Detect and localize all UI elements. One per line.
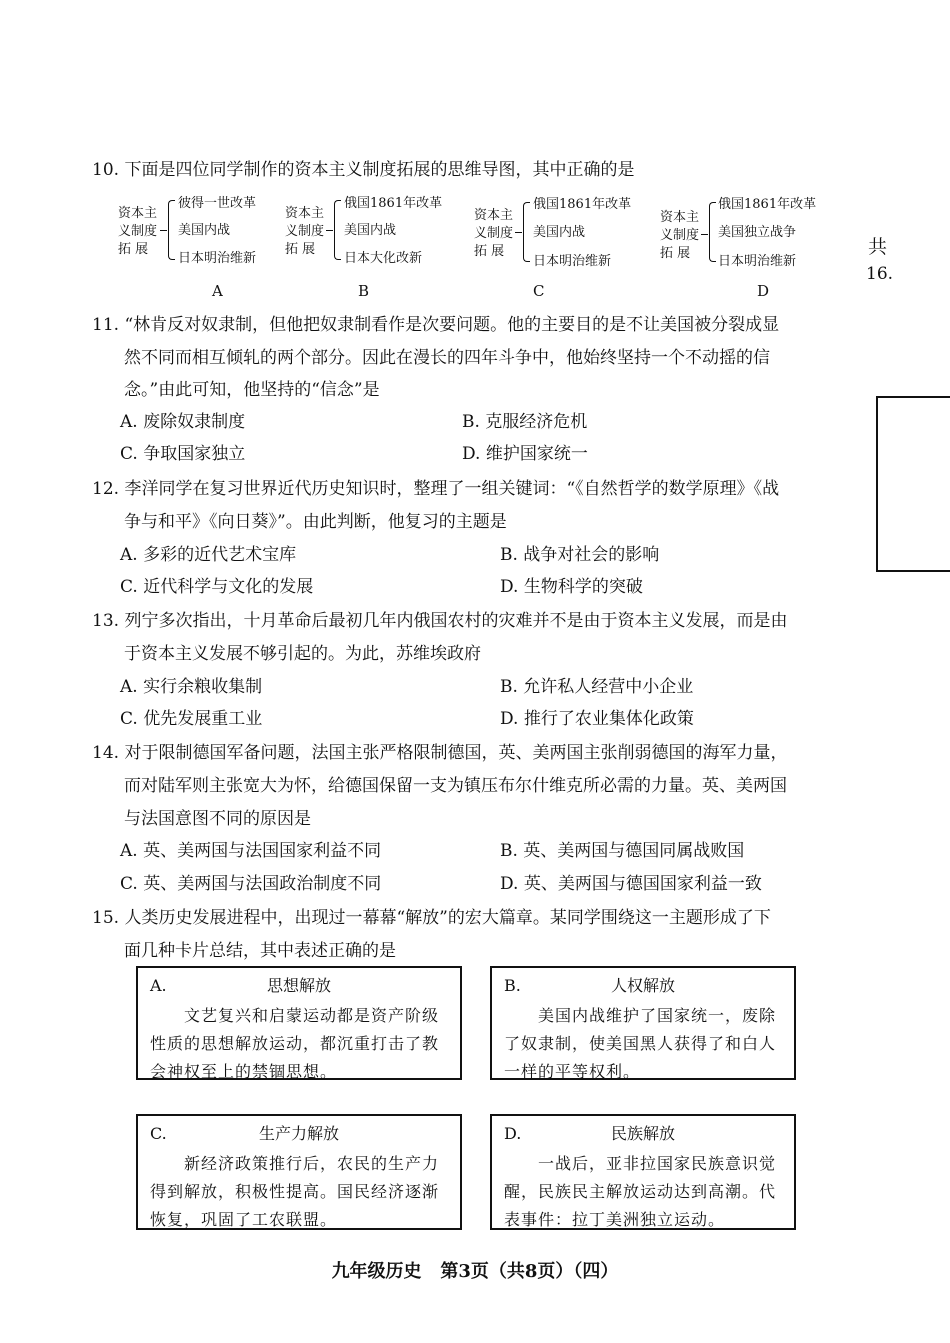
mindmap-root-line: 资本主: [285, 206, 325, 221]
card-letter: B.: [504, 976, 521, 995]
mindmap-item: 俄国1861年改革: [533, 197, 632, 212]
q12-option-a: A. 多彩的近代艺术宝库: [120, 545, 297, 565]
mindmap-item: 美国独立战争: [718, 225, 797, 240]
q14-stem-line: 与法国意图不同的原因是: [124, 809, 311, 829]
q13-option-c: C. 优先发展重工业: [120, 709, 263, 729]
card-body: 新经济政策推行后，农民的生产力得到解放，积极性提高。国民经济逐渐恢复，巩固了工农联盟。: [150, 1154, 440, 1229]
card-letter: D.: [504, 1124, 522, 1143]
mindmap-item: 美国内战: [344, 223, 397, 238]
mindmap-brace: [334, 200, 341, 260]
margin-char-gong: 共: [868, 236, 888, 258]
q15-card-c: [136, 1114, 462, 1230]
card-letter: C.: [150, 1124, 167, 1143]
q14-stem-line: 14. 对于限制德国军备问题，法国主张严格限制德国，英、美两国主张削弱德国的海军力量，: [92, 743, 788, 763]
q11-option-b: B. 克服经济危机: [462, 412, 588, 432]
q15-card-b: [490, 966, 796, 1080]
q12-option-d: D. 生物科学的突破: [500, 577, 643, 597]
mindmap-brace: [709, 202, 716, 262]
mindmap-label-d: D: [757, 282, 770, 300]
q15-stem-line: 面几种卡片总结，其中表述正确的是: [124, 941, 396, 961]
mindmap-item: 俄国1861年改革: [718, 197, 817, 212]
mindmap-label-a: A: [212, 282, 223, 300]
margin-bracket-box: [876, 396, 950, 572]
mindmap-connector: [701, 234, 708, 235]
mindmap-item: 美国内战: [533, 225, 586, 240]
mindmap-brace: [168, 200, 175, 260]
mindmap-item: 日本明治维新: [178, 251, 257, 266]
q11-option-c: C. 争取国家独立: [120, 444, 246, 464]
card-title: 人权解放: [610, 976, 675, 995]
q12-option-b: B. 战争对社会的影响: [500, 545, 660, 565]
q13-option-a: A. 实行余粮收集制: [120, 677, 263, 697]
card-body: 美国内战维护了国家统一，废除了奴隶制，使美国黑人获得了和白人一样的平等权利。: [504, 1006, 777, 1081]
mindmap-root-line: 义制度: [285, 224, 325, 239]
q15-card-a: [136, 966, 462, 1080]
mindmap-root-line: 义制度: [660, 228, 700, 243]
q14-option-d: D. 英、美两国与德国国家利益一致: [500, 874, 762, 894]
q12-option-c: C. 近代科学与文化的发展: [120, 577, 314, 597]
q13-option-d: D. 推行了农业集体化政策: [500, 709, 694, 729]
mindmap-item: 俄国1861年改革: [344, 196, 443, 211]
mindmap-item: 日本明治维新: [533, 254, 612, 269]
q13-stem-line: 于资本主义发展不够引起的。为此，苏维埃政府: [124, 644, 481, 664]
q11-stem-line: 然不同而相互倾轧的两个部分。因此在漫长的四年斗争中，他始终坚持一个不动摇的信: [124, 348, 770, 368]
mindmap-root-line: 拓 展: [660, 246, 691, 261]
mindmap-root-line: 拓 展: [118, 242, 149, 257]
margin-number: 16.: [866, 264, 894, 284]
card-title: 民族解放: [610, 1124, 675, 1143]
mindmap-connector: [326, 230, 333, 231]
mindmap-item: 彼得一世改革: [178, 196, 257, 211]
mindmap-connector: [515, 232, 522, 233]
mindmap-brace: [523, 202, 530, 262]
mindmap-root-line: 资本主: [660, 210, 700, 225]
mindmap-root-line: 义制度: [474, 226, 514, 241]
mindmap-label-c: C: [533, 282, 545, 300]
q12-stem-line: 12. 李洋同学在复习世界近代历史知识时，整理了一组关键词：“《自然哲学的数学原理》《战: [92, 479, 780, 499]
card-title: 生产力解放: [258, 1124, 339, 1143]
mindmap-label-b: B: [358, 282, 370, 300]
q14-option-c: C. 英、美两国与法国政治制度不同: [120, 874, 382, 894]
mindmap-root-line: 拓 展: [474, 244, 505, 259]
card-body: 文艺复兴和启蒙运动都是资产阶级性质的思想解放运动，都沉重打击了教会神权至上的禁锢思想。: [150, 1006, 440, 1081]
mindmap-root-line: 义制度: [118, 224, 158, 239]
q13-option-b: B. 允许私人经营中小企业: [500, 677, 694, 697]
mindmap-root-line: 资本主: [474, 208, 514, 223]
q15-card-d: [490, 1114, 796, 1230]
q14-option-b: B. 英、美两国与德国同属战败国: [500, 841, 745, 861]
card-letter: A.: [150, 976, 167, 995]
q14-option-a: A. 英、美两国与法国国家利益不同: [120, 841, 382, 861]
q13-stem-line: 13. 列宁多次指出，十月革命后最初几年内俄国农村的灾难并不是由于资本主义发展，而是由: [92, 611, 788, 631]
mindmap-item: 日本大化改新: [344, 251, 423, 266]
q15-stem-line: 15. 人类历史发展进程中，出现过一幕幕“解放”的宏大篇章。某同学围绕这一主题形成了下: [92, 908, 771, 928]
q14-stem-line: 而对陆军则主张宽大为怀，给德国保留一支为镇压布尔什维克所必需的力量。英、美两国: [124, 776, 787, 796]
q11-stem-line: 念。”由此可知，他坚持的“信念”是: [124, 380, 380, 400]
mindmap-item: 日本明治维新: [718, 254, 797, 269]
card-title: 思想解放: [266, 976, 331, 995]
q11-option-a: A. 废除奴隶制度: [120, 412, 246, 432]
page-footer: 九年级历史 第3页（共8页）（四）: [331, 1261, 619, 1282]
mindmap-root-line: 拓 展: [285, 242, 316, 257]
mindmap-item: 美国内战: [178, 223, 231, 238]
q11-stem-line: 11. “林肯反对奴隶制，但他把奴隶制看作是次要问题。他的主要目的是不让美国被分裂成显: [92, 315, 780, 335]
q10-stem: 10. 下面是四位同学制作的资本主义制度拓展的思维导图，其中正确的是: [92, 160, 635, 180]
q11-option-d: D. 维护国家统一: [462, 444, 588, 464]
mindmap-root-line: 资本主: [118, 206, 158, 221]
mindmap-connector: [160, 230, 167, 231]
q12-stem-line: 争与和平》《向日葵》”。由此判断，他复习的主题是: [124, 512, 507, 532]
card-body: 一战后，亚非拉国家民族意识觉醒，民族民主解放运动达到高潮。代表事件：拉丁美洲独立运动。: [504, 1154, 777, 1229]
